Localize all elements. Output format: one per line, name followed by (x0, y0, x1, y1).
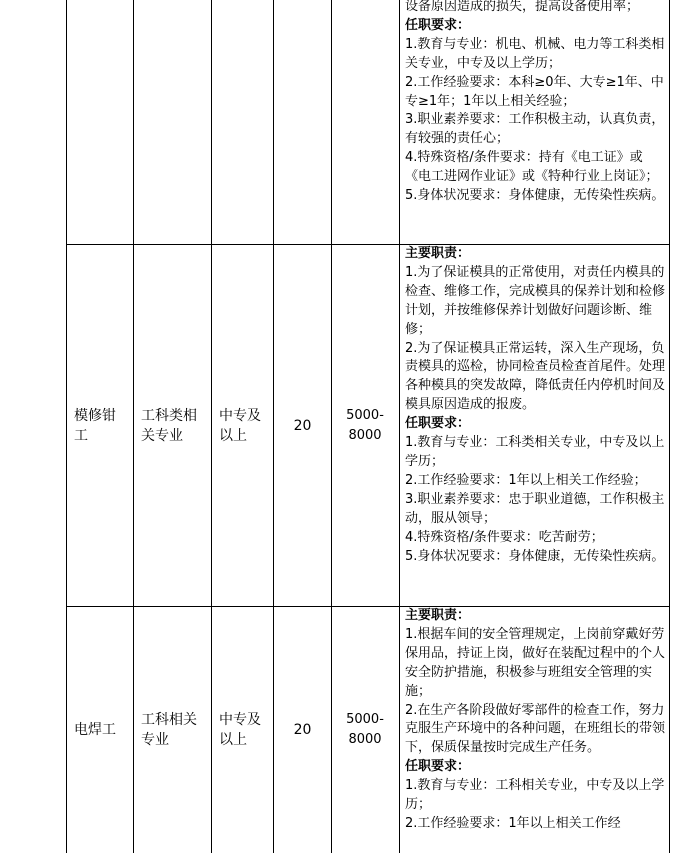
headcount-cell: 20 (293, 722, 312, 738)
duty-heading: 任职要求： (405, 416, 471, 432)
duty-line: 2.在生产各阶段做好零部件的检查工作，努力克服生产环境中的各种问题，在班组长的带领下，保质保量按时完成生产任务。 (405, 702, 666, 756)
duty-heading: 任职要求： (405, 759, 471, 775)
table-border-right (669, 0, 670, 853)
duty-line: 4.特殊资格/条件要求：吃苦耐劳； (405, 529, 604, 545)
duty-heading: 任职要求： (405, 17, 471, 33)
duty-line: 3.职业素养要求：忠于职业道德，工作积极主动，服从领导； (405, 491, 665, 526)
column-divider (331, 0, 332, 853)
salary-cell: 5000-8000 (346, 712, 384, 747)
major-cell: 工科相关专业 (141, 712, 197, 748)
duty-line: 3.职业素养要求：工作积极主动，认真负责，有较强的责任心； (405, 112, 665, 147)
duty-heading: 主要职责： (405, 608, 471, 623)
duty-line: 4.特殊资格/条件要求：持有《电工证》或《电工进网作业证》或《特种行业上岗证》； (405, 150, 659, 185)
column-divider (399, 0, 400, 853)
duty-line: 2.为了保证模具正常运转，深入生产现场，负责模具的巡检，协同检查员检查首尾件。处理各种模具的突发故障，降低责任内停机时间及模具原因造成的报废。 (405, 340, 666, 413)
duty-line: 1.教育与专业：工科类相关专业，中专及以上学历； (405, 435, 665, 469)
position-cell: 模修钳工 (74, 408, 116, 444)
table-row (405, 607, 667, 834)
duty-line: 5.身体状况要求：身体健康，无传染性疾病。 (405, 188, 665, 204)
duty-line: 2.工作经验要求：1年以上相关工作经 (405, 815, 621, 831)
duty-line: 5.身体状况要求：身体健康，无传染性疾病。 (405, 548, 665, 564)
duty-line: 设备原因造成的损失，提高设备使用率； (405, 0, 640, 14)
headcount-cell: 20 (293, 418, 312, 434)
table-row (405, 245, 667, 566)
education-cell: 中专及以上 (219, 408, 261, 444)
duty-line: 1.为了保证模具的正常使用，对责任内模具的检查、维修工作，完成模具的保养计划和检修计划，并按维修保养计划做好问题诊断、维修； (405, 264, 666, 337)
duty-line: 1.教育与专业：机电、机械、电力等工科类相关专业，中专及以上学历； (405, 36, 665, 71)
column-divider (133, 0, 134, 853)
duty-line: 1.教育与专业：工科相关专业，中专及以上学历； (405, 778, 665, 813)
major-cell: 工科类相关专业 (141, 408, 197, 444)
duty-line: 1.根据车间的安全管理规定，上岗前穿戴好劳保用品，持证上岗，做好在装配过程中的个人安全防护措施，积极参与班组安全管理的实施； (405, 626, 666, 699)
column-divider (211, 0, 212, 853)
position-cell: 电焊工 (74, 722, 116, 738)
salary-cell: 5000-8000 (346, 408, 384, 443)
duty-line: 2.工作经验要求：本科≥0年、大专≥1年、中专≥1年；1年以上相关经验； (405, 74, 664, 109)
table-border-left (66, 0, 67, 853)
education-cell: 中专及以上 (219, 712, 261, 748)
table-row (405, 0, 667, 206)
duty-heading: 主要职责： (405, 246, 471, 261)
duty-line: 2.工作经验要求：1年以上相关工作经验； (405, 472, 647, 488)
